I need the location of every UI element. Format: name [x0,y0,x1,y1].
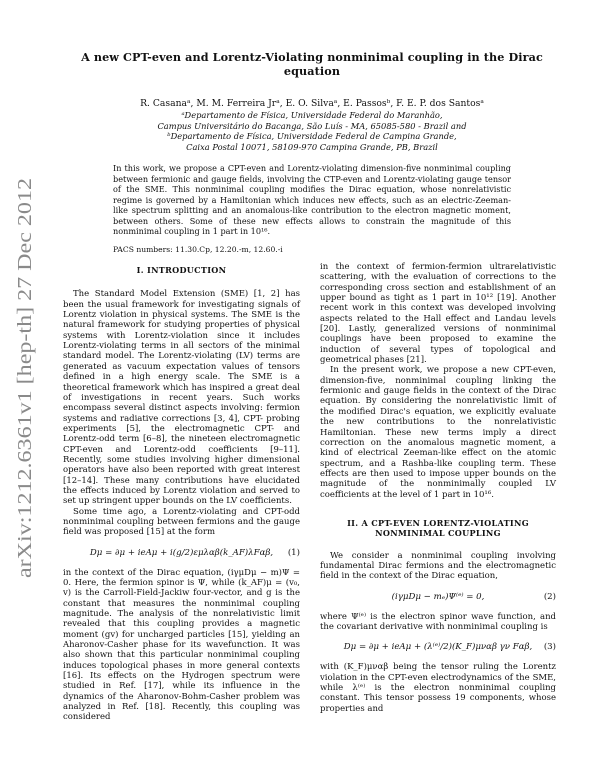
paper-header [52,50,572,152]
paragraph: in the context of the Dirac equation, (iγμDμ − m)Ψ = 0. Here, the fermion spinor is Ψ, while (k_AF)μ = (v₀, v) is the Carroll-Field-Jackiw four-vector, and g is the constant that measures the nonminimal coupling magnitude. The analysis of the nonrelativistic limit revealed that this coupling provides a magnetic moment (gv) for uncharged particles [15], yielding an Aharonov-Casher phase for its wavefunction. It was also shown that this particular nonminimal coupling induces topological phases in more general contexts [16]. Its effects on the Hydrogen spectrum were studied in Ref. [17], while its influence in the dynamics of the Aharonov-Bohm-Casher problem was analyzed in Ref. [18]. Recently, this coupling was considered [63,567,300,723]
equation-number: (2) [543,591,556,602]
section-heading-introduction: I. INTRODUCTION [136,265,227,275]
equation-3-body: Dμ = ∂μ + ieAμ + (λ⁽ᵉ⁾/2)(K_F)μναβ γν Fαβ, [343,642,533,653]
affiliation-line: Caixa Postal 10071, 58109-970 Campina Grande, PB, Brazil [186,141,438,152]
paragraph: in the context of fermion-fermion ultrarelativistic scattering, with the evaluation of corrections to the corresponding cross section and establishment of an upper bound as tight as 1 part in 10¹² [19]. Another recent work in this context was developed involving aspects related to the Hall effect and Landau levels [20]. Lastly, generalized versions of nonminimal couplings have been proposed to examine the induction of several types of topological and geometrical phases [21]. [320,262,556,366]
left-column [63,265,300,723]
section-heading-nonminimal-coupling: II. A CPT-EVEN LORENTZ-VIOLATING NONMINIMAL COUPLING [347,517,529,539]
equation-3 [320,636,556,658]
equation-1-body: Dμ = ∂μ + ieAμ + i(g/2)εμλαβ(k_AF)λFαβ, [89,547,274,558]
equation-2 [320,586,556,608]
affiliation-line: Campus Universitário do Bacanga, São Luís - MA, 65085-580 - Brazil and [157,120,467,131]
paragraph: with (K_F)μναβ being the tensor ruling the Lorentz violation in the CPT-even electrodynamics of the SME, while λ⁽ᵉ⁾ is the electron nonminimal coupling constant. This tensor possess 19 components, whose properties and [320,662,556,714]
abstract: In this work, we propose a CPT-even and Lorentz-violating dimension-five nonminimal coupling between fermionic and gauge fields, involving the CTP-even and Lorentz-violating gauge tensor of the SME. This nonminimal coupling modifies the Dirac equation, whose nonrelativistic regime is governed by a Hamiltonian which induces new effects, such as an electric-Zeeman-like spectrum splitting and an anomalous-like contribution to the electron magnetic moment, between others. Some of these new effects allows to constrain the magnitude of this nonminimal coupling in 1 part in 10¹⁶. [113,163,511,237]
paragraph: We consider a nonminimal coupling involving fundamental Dirac fermions and the electromagnetic field in the context of the Dirac equation, [320,550,556,582]
paragraph: where Ψ⁽ᵉ⁾ is the electron spinor wave function, and the covariant derivative with nonminimal coupling is [320,611,556,633]
affiliation-line: ᵇDepartamento de Física, Universidade Federal de Campina Grande, [167,131,457,142]
arxiv-stamp [4,168,44,588]
paragraph: Some time ago, a Lorentz-violating and CPT-odd nonminimal coupling between fermions and the gauge field was proposed [15] at the form [63,506,300,538]
paper-title: A new CPT-even and Lorentz-Violating nonminimal coupling in the Dirac equation [81,50,543,78]
equation-number: (3) [543,642,556,653]
author-list: R. Casanaᵃ, M. M. Ferreira Jrᵃ, E. O. Silvaᵃ, E. Passosᵇ, F. E. P. dos Santosᵃ [140,98,484,109]
affiliation-line: ᵃDepartamento de Física, Universidade Federal do Maranhão, [181,110,443,120]
paragraph: In the present work, we propose a new CPT-even, dimension-five, nonminimal coupling linking the fermionic and gauge fields in the context of the Dirac equation. By considering the nonrelativistic limit of the modified Dirac's equation, we explicitly evaluate the new contributions to the nonrelativistic Hamiltonian. These new terms imply a direct correction on the anomalous magnetic moment, a kind of electrical Zeeman-like effect on the atomic spectrum, and a Rashba-like coupling term. These effects are then used to impose upper bounds on the magnitude of the nonminimally coupled LV coefficients at the level of 1 part in 10¹⁶. [320,365,556,500]
equation-2-body: (iγμDμ − mₑ)Ψ⁽ᵉ⁾ = 0, [391,591,485,602]
equation-number: (1) [287,547,300,558]
paragraph: The Standard Model Extension (SME) [1, 2] has been the usual framework for investigating signals of Lorentz violation in physical systems. The SME is the natural framework for studying properties of physical systems with Lorentz-violation since it includes Lorentz-violating terms in all sectors of the minimal standard model. The Lorentz-violating (LV) terms are generated as vacuum expectation values of tensors defined in a high energy scale. The SME is a theoretical framework which has inspired a great deal of investigations in recent years. Such works encompass several distinct aspects involving: fermion systems and radiative corrections [3, 4], CPT- probing experiments [5], the electromagnetic CPT- and Lorentz-odd term [6–8], the nineteen electromagnetic CPT-even and Lorentz-odd coefficients [9–11]. Recently, some studies involving higher dimensional operators have also been reported with great interest [12–14]. These many contributions have elucidated the effects induced by Lorentz violation and served to set up stringent upper bounds on the LV coefficients. [63,289,300,507]
right-column [320,262,556,714]
equation-1 [63,542,300,564]
arxiv-stamp-text: arXiv:1212.6361v1 [hep-th] 27 Dec 2012 [14,245,36,578]
arxiv-stamp-graphic [4,168,44,588]
pacs-numbers: PACS numbers: 11.30.Cp, 12.20.-m, 12.60.-i [113,245,283,254]
